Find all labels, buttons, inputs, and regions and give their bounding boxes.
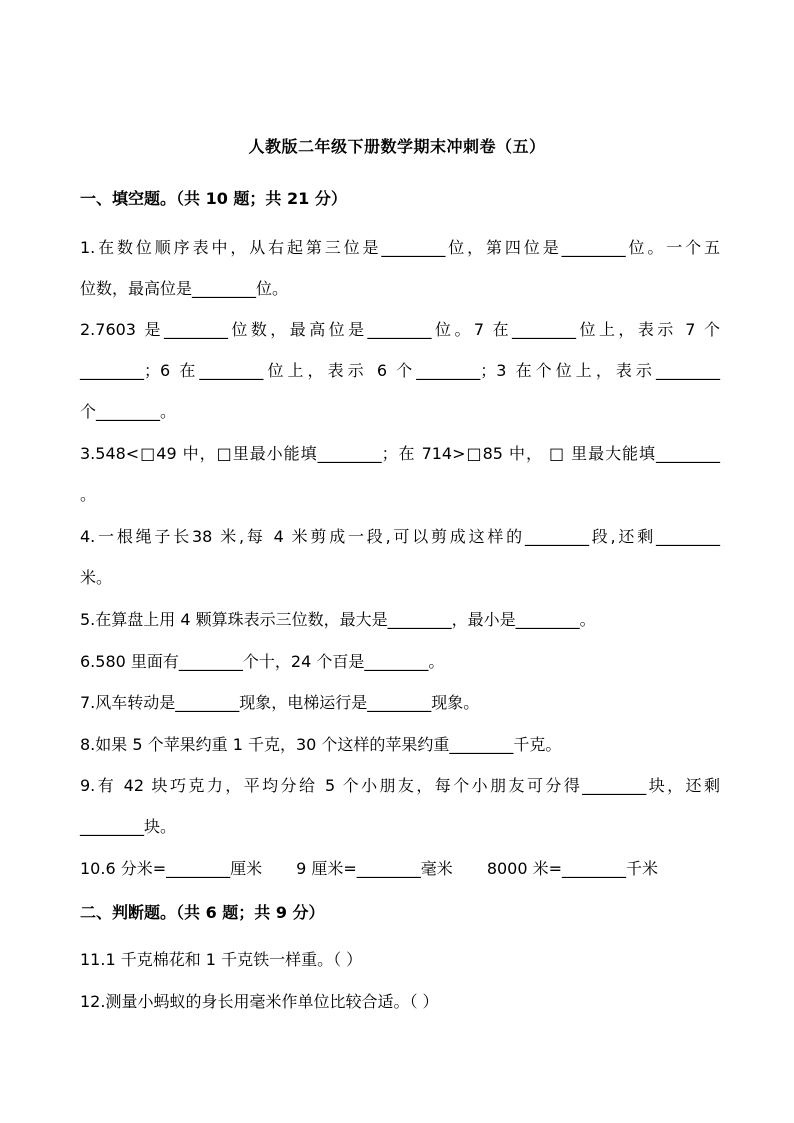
question-10-part-c: 8000 米=________千米 [486,859,659,878]
question-1-line-1: 1.在数位顺序表中，从右起第三位是________位，第四位是________位。一个五 [80,238,720,257]
question-9-line-1: 9.有 42 块巧克力，平均分给 5 个小朋友，每个小朋友可分得________块，还剩 [80,776,720,795]
question-2-line-2: ________；6 在________位上，表示 6 个________；3 在个位上，表示________ [80,361,720,380]
question-1-line-2: 位数，最高位是________位。 [80,279,289,298]
page-title: 人教版二年级下册数学期末冲刺卷（五） [248,137,546,156]
question-4-line-1: 4.一根绳子长38 米,每 4 米剪成一段,可以剪成这样的________段,还剩________ [80,527,720,546]
question-10-part-a: 10.6 分米=________厘米 [80,859,263,878]
question-2-line-3: 个________。 [80,402,177,421]
question-4-line-2: 米。 [80,568,113,587]
question-10 [80,859,720,879]
question-6: 6.580 里面有________个十，24 个百是________。 [80,652,445,671]
question-8: 8.如果 5 个苹果约重 1 千克，30 个这样的苹果约重________千克。 [80,735,562,754]
question-12: 12.测量小蚂蚁的身长用毫米作单位比较合适。（ ） [80,992,439,1011]
question-5: 5.在算盘上用 4 颗算珠表示三位数，最大是________，最小是________。 [80,610,596,629]
section-heading-fill-blank: 一、填空题。（共 10 题；共 21 分） [80,189,347,208]
question-10-part-b: 9 厘米=________毫米 [296,859,453,878]
question-11: 11.1 千克棉花和 1 千克铁一样重。（ ） [80,950,363,969]
question-2-line-1: 2.7603 是________位数，最高位是________位。7 在________位上，表示 7 个 [80,320,720,339]
question-7: 7.风车转动是________现象，电梯运行是________现象。 [80,693,480,712]
question-3-line-2: 。 [80,485,97,504]
section-heading-true-false: 二、判断题。（共 6 题；共 9 分） [80,903,325,922]
question-9-line-2: ________块。 [80,817,177,836]
question-3-line-1: 3.548<□49 中，□里最小能填________；在 714>□85 中， □ 里最大能填________ [80,444,720,463]
